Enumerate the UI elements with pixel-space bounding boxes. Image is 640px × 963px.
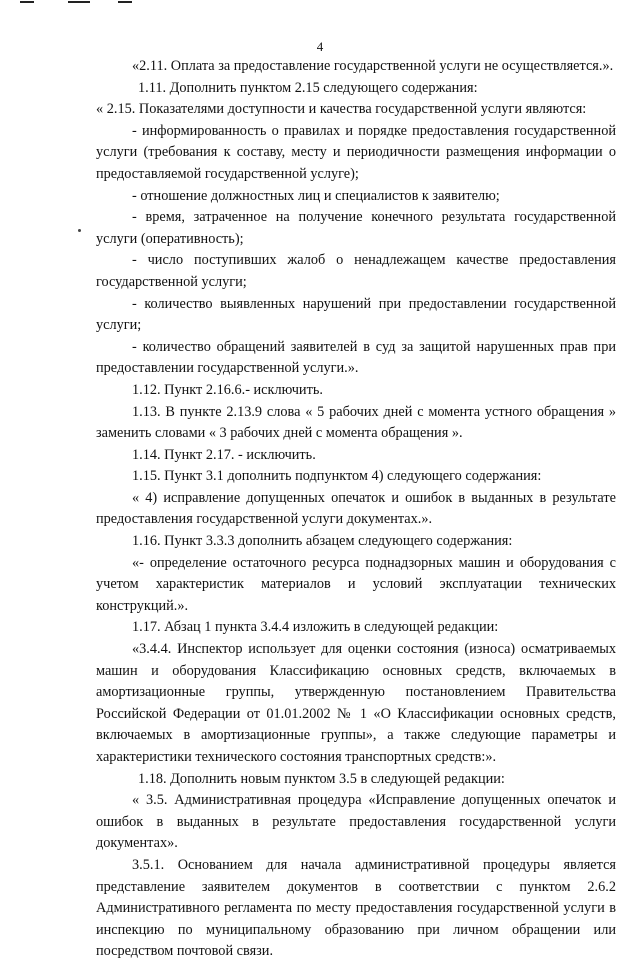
paragraph: - количество выявленных нарушений при предоставлении государственной услуги; bbox=[96, 295, 616, 334]
paragraph: 3.5.1. Основанием для начала административной процедуры является представление заявителем документов в соответствии с пунктом 2.6.2 Административного регламента по месту предоставления государственной услуги в инспекцию по муниципальному образованию при личном обращении или посредством почтовой связи. bbox=[96, 856, 616, 960]
paragraph: 1.12. Пункт 2.16.6.- исключить. bbox=[132, 381, 323, 398]
paragraph: «3.4.4. Инспектор использует для оценки состояния (износа) осматриваемых машин и оборудования Классификацию основных средств, включаемых в амортизационные группы, утвержденную постановлением Правительства Российской Федерации от 01.01.2002 № 1 «О Классификации основных средств, включаемых в амортизационные группы», а также следующие параметры и характеристики технического состояния транспортных средств:». bbox=[96, 641, 616, 765]
paragraph: - количество обращений заявителей в суд за защитой нарушенных прав при предоставлении государственной услуги.». bbox=[96, 338, 616, 377]
paragraph: «- определение остаточного ресурса поднадзорных машин и оборудования с учетом характеристик материалов и условий эксплуатации технических конструкций.». bbox=[96, 554, 616, 614]
scan-speck bbox=[78, 229, 81, 232]
paragraph: 1.16. Пункт 3.3.3 дополнить абзацем следующего содержания: bbox=[132, 533, 513, 550]
paragraph: 1.11. Дополнить пунктом 2.15 следующего содержания: bbox=[138, 79, 478, 96]
document-body bbox=[96, 56, 616, 963]
paragraph: - отношение должностных лиц и специалистов к заявителю; bbox=[132, 187, 500, 204]
paragraph: - число поступивших жалоб о ненадлежащем качестве предоставления государственной услуги; bbox=[96, 252, 616, 290]
paragraph: «2.11. Оплата за предоставление государственной услуги не осуществляется.». bbox=[132, 58, 614, 74]
paragraph: « 2.15. Показателями доступности и качества государственной услуги являются: bbox=[96, 101, 587, 118]
paragraph: 1.17. Абзац 1 пункта 3.4.4 изложить в следующей редакции: bbox=[132, 619, 499, 636]
paragraph: 1.13. В пункте 2.13.9 слова « 5 рабочих дней с момента устного обращения » заменить словами « 3 рабочих дней с момента обращения ». bbox=[96, 403, 616, 442]
paragraph: 1.18. Дополнить новым пунктом 3.5 в следующей редакции: bbox=[138, 770, 505, 787]
paragraph: « 4) исправление допущенных опечаток и ошибок в выданных в результате предоставления государственной услуги документах.». bbox=[96, 489, 616, 528]
paragraph: 1.14. Пункт 2.17. - исключить. bbox=[132, 446, 316, 463]
scan-edge-marks bbox=[0, 0, 640, 6]
paragraph: « 3.5. Административная процедура «Исправление допущенных опечаток и ошибок в выданных в результате предоставления государственной услуги документах». bbox=[96, 792, 616, 852]
page-number: 4 bbox=[316, 39, 324, 54]
paragraph: - время, затраченное на получение конечного результата государственной услуги (оперативность); bbox=[96, 209, 616, 247]
paragraph: - информированность о правилах и порядке предоставления государственной услуги (требования к составу, месту и периодичности размещения информации о предоставляемой государственной услуге); bbox=[96, 122, 616, 182]
paragraph: 1.15. Пункт 3.1 дополнить подпунктом 4) следующего содержания: bbox=[132, 468, 542, 485]
